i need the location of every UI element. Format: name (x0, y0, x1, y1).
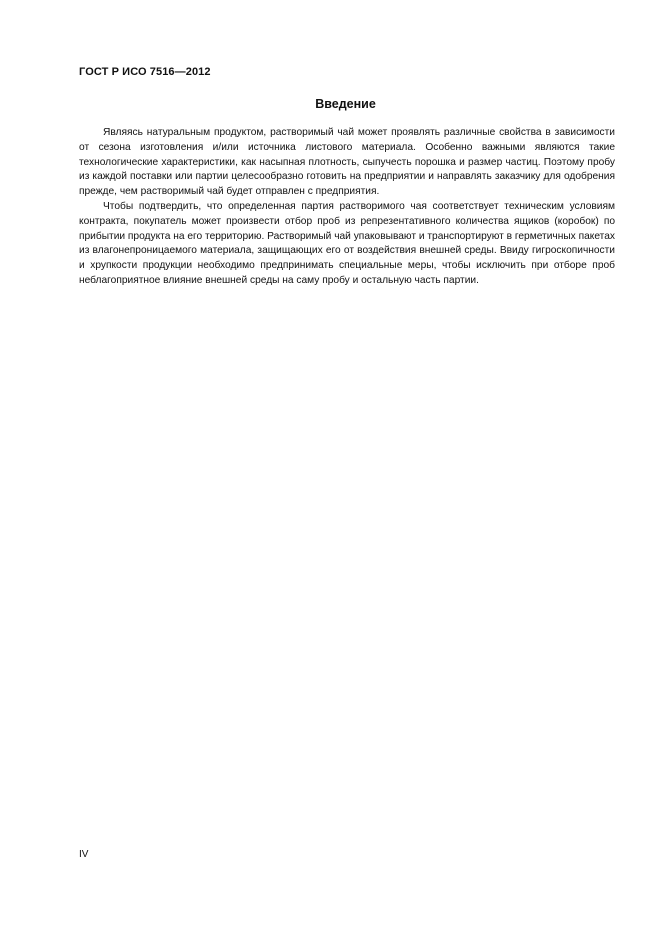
document-header (79, 66, 211, 78)
page-number: IV (79, 849, 89, 860)
introduction-body (79, 126, 615, 289)
paragraph: Чтобы подтвердить, что определенная партия растворимого чая соответствует техническим условиям контракта, покупатель может произвести отбор проб из репрезентативного количества ящиков (коробок) по прибытии продукта на его территорию. Растворимый чай упаковывают и транспортируют в герметичных пакетах из влагонепроницаемого материала, защищающих его от воздействия внешней среды. Ввиду гигроскопичности и хрупкости продукции необходимо предпринимать специальные меры, чтобы исключить при отборе проб неблагоприятное влияние внешней среды на саму пробу и остальную часть партии. (79, 200, 615, 286)
section-title: Введение (315, 97, 376, 111)
standard-code: ГОСТ Р ИСО 7516—2012 (79, 66, 211, 78)
paragraph: Являясь натуральным продуктом, растворимый чай может проявлять различные свойства в зависимости от сезона изготовления и/или источника листового материала. Особенно важными являются такие технологические характеристики, как насыпная плотность, сыпучесть порошка и размер частиц. Поэтому пробу из каждой поставки или партии целесообразно готовить на предприятии и направлять заказчику для одобрения прежде, чем растворимый чай будет отправлен с предприятия. (79, 127, 615, 198)
